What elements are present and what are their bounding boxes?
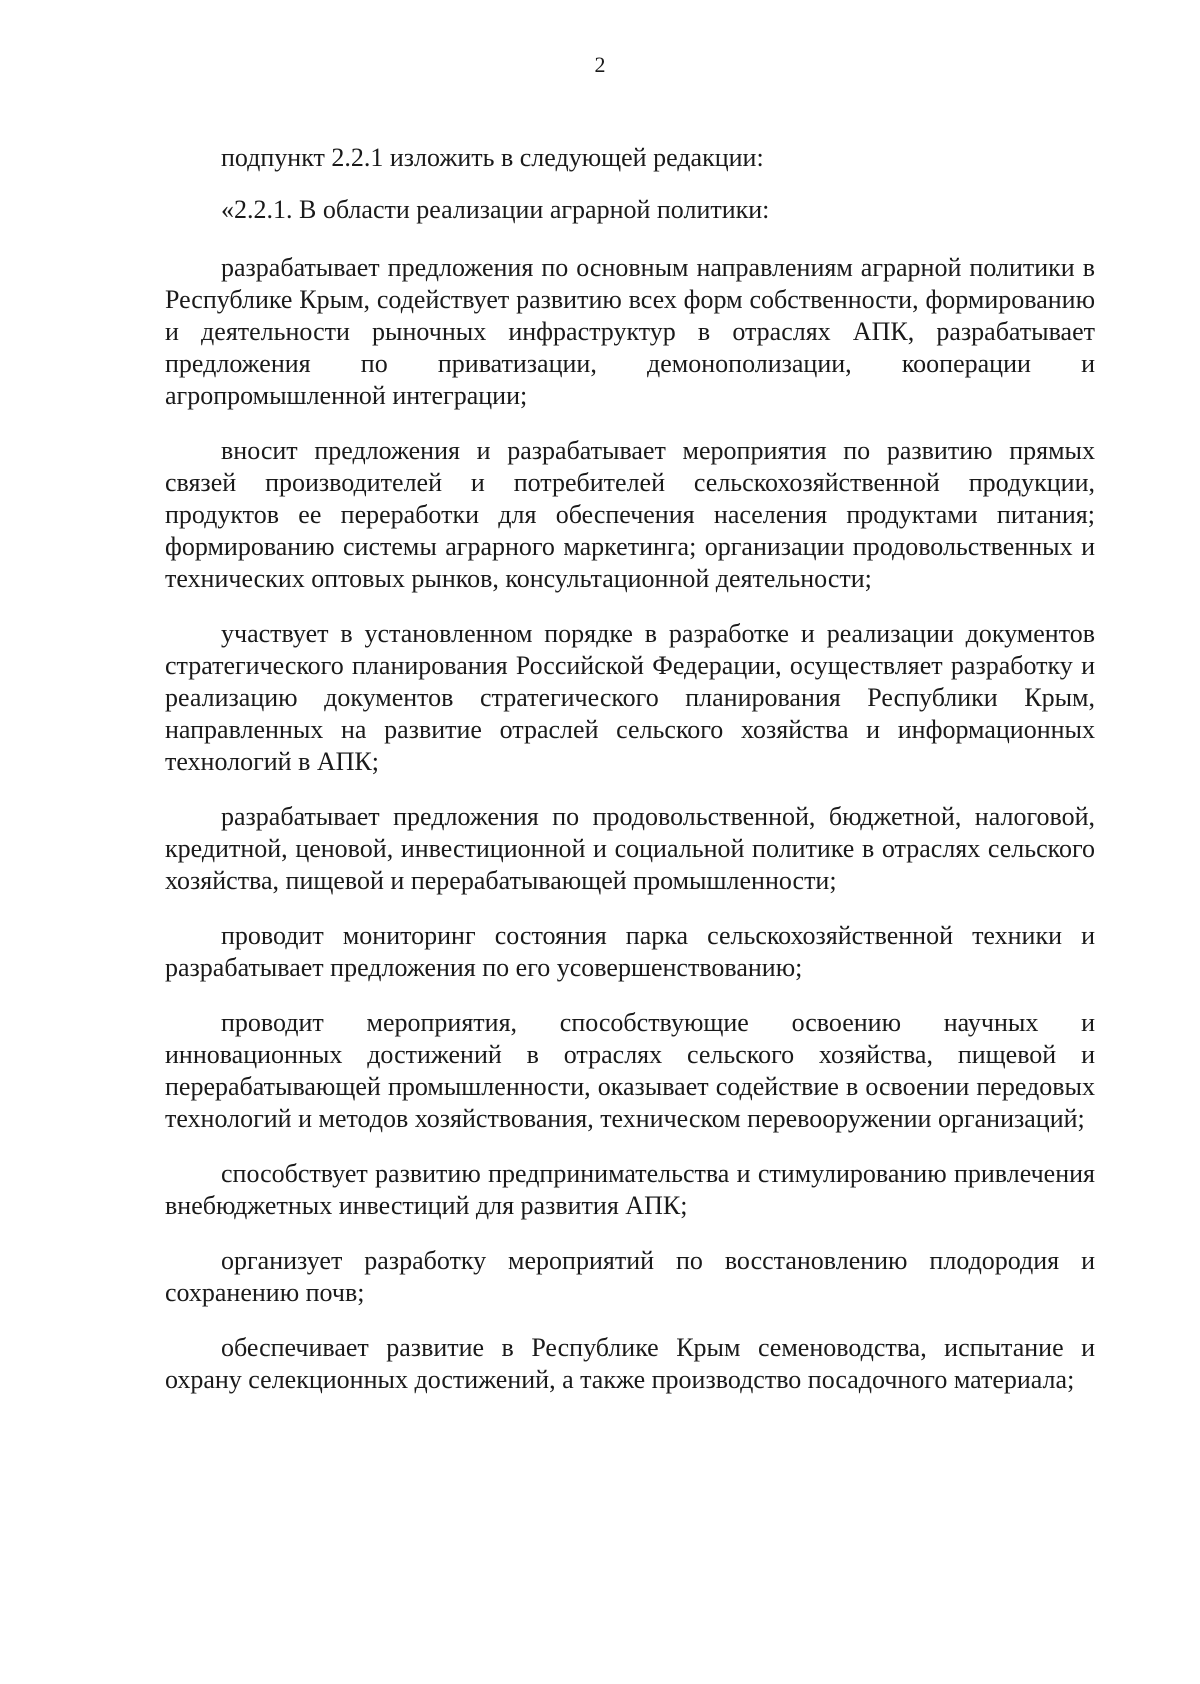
paragraph-5: проводит мониторинг состояния парка сельскохозяйственной техники и разрабатывает предложения по его усовершенствованию; <box>165 921 1095 982</box>
page-number: 2 <box>594 52 606 77</box>
paragraph-4: разрабатывает предложения по продовольственной, бюджетной, налоговой, кредитной, ценовой, инвестиционной и социальной политике в отраслях сельского хозяйства, пищевой и перерабатывающей промышленности; <box>165 802 1095 895</box>
paragraph-1: разрабатывает предложения по основным направлениям аграрной политики в Республике Крым, содействует развитию всех форм собственности, формированию и деятельности рыночных инфраструктур в отраслях АПК, разрабатывает предложения по приватизации, демонополизации, кооперации и агропромышленной интеграции; <box>165 253 1095 410</box>
paragraph-9: обеспечивает развитие в Республике Крым семеноводства, испытание и охрану селекционных достижений, а также производство посадочного материала; <box>165 1333 1095 1394</box>
section-heading: «2.2.1. В области реализации аграрной политики: <box>221 195 770 224</box>
paragraph-8: организует разработку мероприятий по восстановлению плодородия и сохранению почв; <box>165 1246 1095 1307</box>
paragraph-7: способствует развитию предпринимательства и стимулированию привлечения внебюджетных инвестиций для развития АПК; <box>165 1159 1095 1220</box>
paragraph-2: вносит предложения и разрабатывает мероприятия по развитию прямых связей производителей и потребителей сельскохозяйственной продукции, продуктов ее переработки для обеспечения населения продуктами питания; формированию системы аграрного маркетинга; организации продовольственных и технических оптовых рынков, консультационной деятельности; <box>165 436 1095 593</box>
intro-line: подпункт 2.2.1 изложить в следующей редакции: <box>221 143 764 172</box>
paragraph-6: проводит мероприятия, способствующие освоению научных и инновационных достижений в отраслях сельского хозяйства, пищевой и перерабатывающей промышленности, оказывает содействие в освоении передовых технологий и методов хозяйствования, техническом перевооружении организаций; <box>165 1008 1095 1133</box>
document-body <box>165 142 1095 1419</box>
paragraph-3: участвует в установленном порядке в разработке и реализации документов стратегического планирования Российской Федерации, осуществляет разработку и реализацию документов стратегического планирования Республики Крым, направленных на развитие отраслей сельского хозяйства и информационных технологий в АПК; <box>165 619 1095 776</box>
